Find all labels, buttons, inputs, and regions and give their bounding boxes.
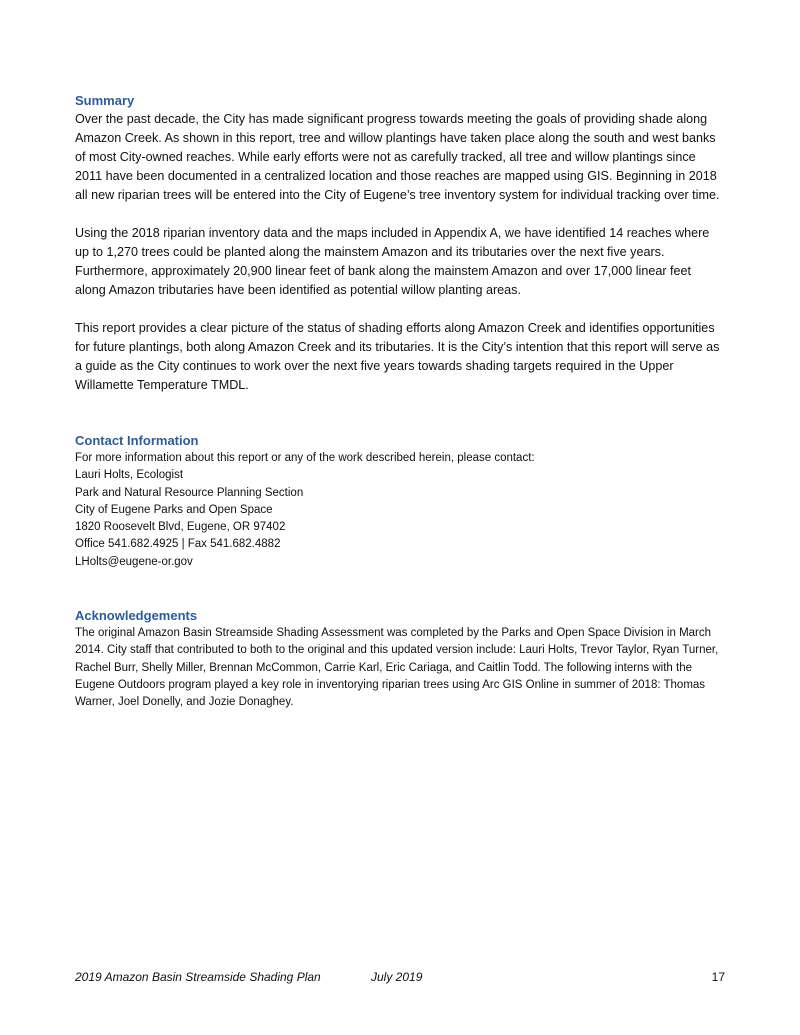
contact-intro: For more information about this report or any of the work described herein, please contact: (75, 452, 535, 464)
summary-paragraph-2: Using the 2018 riparian inventory data and the maps included in Appendix A, we have identified 14 reaches where up to 1,270 trees could be planted along the mainstem Amazon and its tributaries over the next five years. Furthermore, approximately 20,900 linear feet of bank along the mainstem Amazon and over 17,000 linear feet along Amazon tributaries have been identified as potential willow planting areas. (75, 226, 710, 297)
contact-phone: Office 541.682.4925 | Fax 541.682.4882 (75, 538, 281, 551)
contact-department: City of Eugene Parks and Open Space (75, 503, 273, 516)
acknowledgements-section (75, 607, 725, 711)
page-number: 17 (711, 970, 725, 984)
contact-heading: Contact Information (75, 433, 199, 448)
contact-email[interactable]: LHolts@eugene-or.gov (75, 555, 193, 568)
document-page (75, 92, 725, 712)
contact-address: 1820 Roosevelt Blvd, Eugene, OR 97402 (75, 521, 286, 534)
acknowledgements-text: The original Amazon Basin Streamside Shading Assessment was completed by the Parks and Open Space Division in March 2014. City staff that contributed to both to the original and this updated version include: Lauri Holts, Trevor Taylor, Ryan Turner, Rachel Burr, Shelly Miller, Brennan McCommon, Carrie Karl, Eric Cariaga, and Caitlin Todd. The following interns with the Eugene Outdoors program played a key role in inventorying riparian trees using Arc GIS Online in summer of 2018: Thomas Warner, Joel Donelly, and Jozie Donaghey. (75, 627, 719, 709)
footer-date: July 2019 (371, 970, 423, 984)
summary-paragraph-3: This report provides a clear picture of the status of shading efforts along Amazon Creek and identifies opportunities for future plantings, both along Amazon Creek and its tributaries. It is the City’s intention that this report will serve as a guide as the City continues to work over the next five years towards shading targets required in the Upper Willamette Temperature TMDL. (75, 321, 720, 392)
contact-name: Lauri Holts, Ecologist (75, 469, 184, 482)
acknowledgements-heading: Acknowledgements (75, 608, 198, 624)
contact-block (75, 450, 725, 571)
contact-section (75, 432, 725, 571)
footer-document-title: 2019 Amazon Basin Streamside Shading Plan (75, 970, 321, 984)
contact-section-name: Park and Natural Resource Planning Section (75, 486, 304, 499)
summary-paragraph-1: Over the past decade, the City has made significant progress towards meeting the goals of providing shade along Amazon Creek. As shown in this report, tree and willow plantings have taken place along the south and west banks of most City-owned reaches. While early efforts were not as carefully tracked, all tree and willow plantings since 2011 have been documented in a centralized location and those reaches are mapped using GIS. Beginning in 2018 all new riparian trees will be entered into the City of Eugene’s tree inventory system for individual tracking over time. (75, 112, 720, 202)
summary-section (75, 92, 725, 395)
summary-heading: Summary (75, 93, 135, 108)
